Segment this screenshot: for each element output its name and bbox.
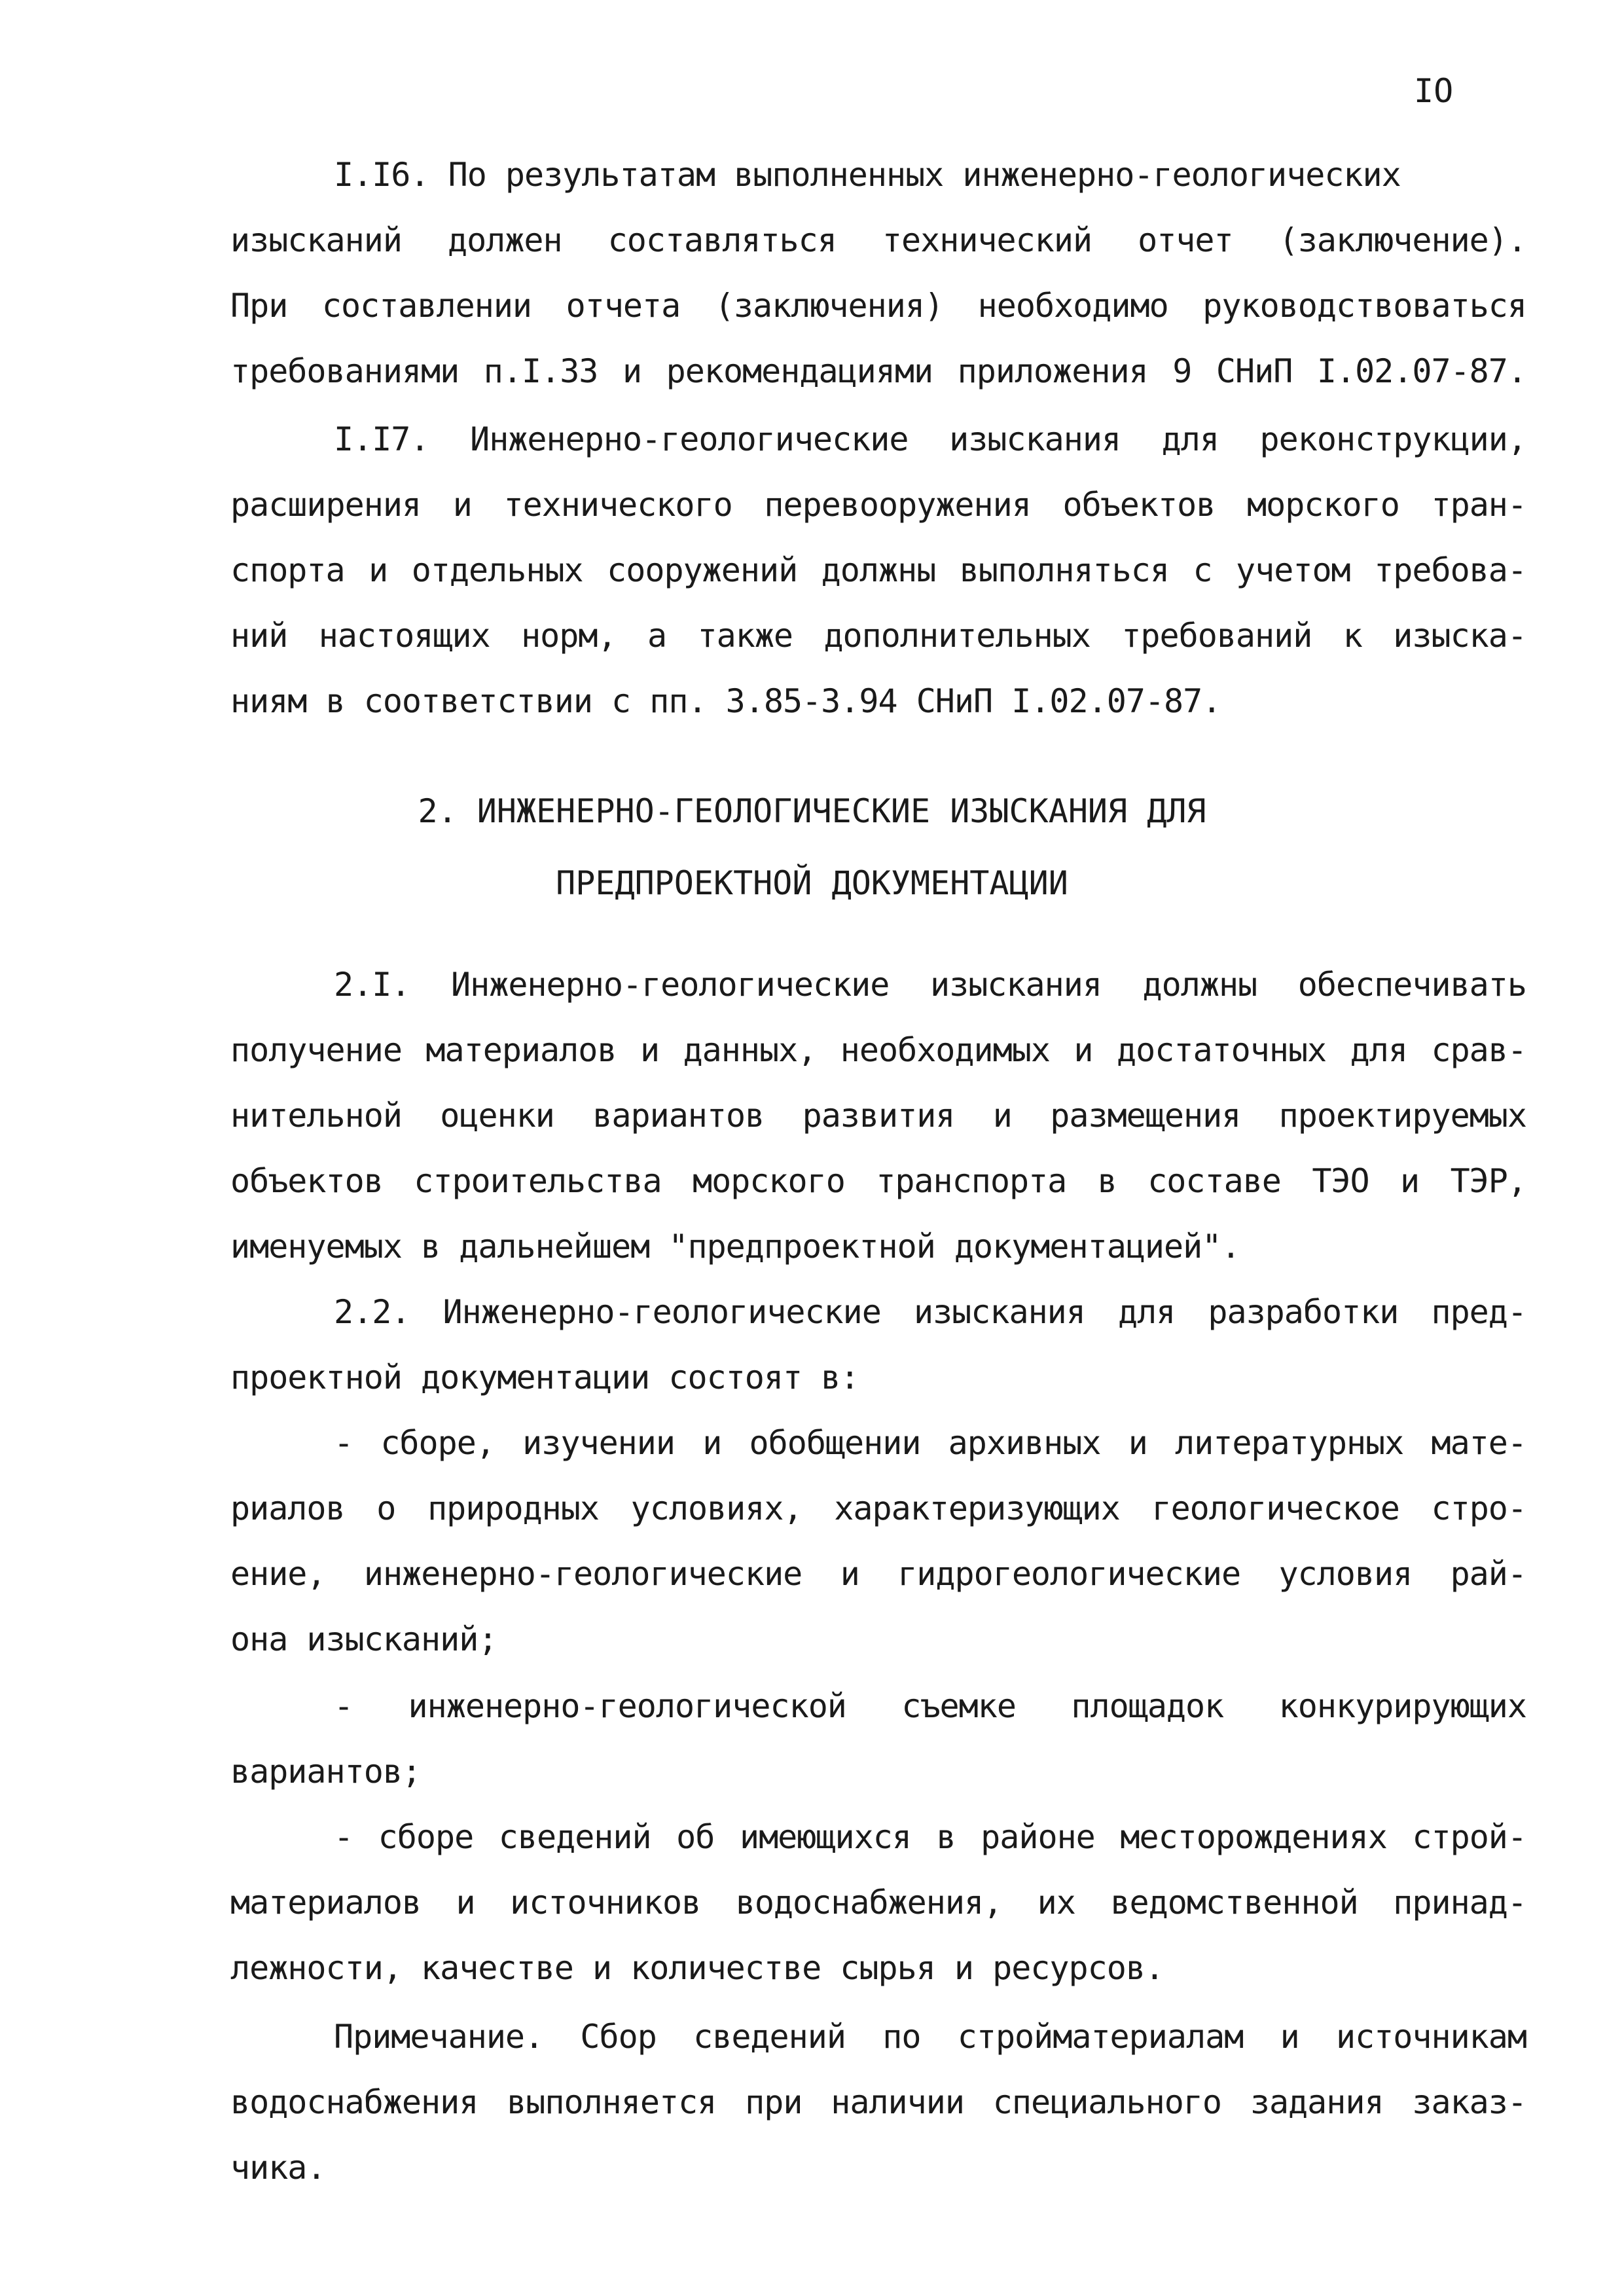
item3-line-1: - сборе сведений об имеющихся в районе месторождениях строй- bbox=[334, 1818, 1526, 1856]
p21-line-3: нительной оценки вариантов развития и размещения проектируемых bbox=[230, 1097, 1526, 1135]
p117-line-4: ний настоящих норм, а также дополнительных требований к изыска- bbox=[230, 617, 1526, 655]
p116-line-1: I.I6. По результатам выполненных инженерно-геологических bbox=[334, 156, 1401, 194]
p116-line-4: требованиями п.I.33 и рекомендациями приложения 9 СНиП I.02.07-87. bbox=[230, 352, 1526, 390]
page-number: IO bbox=[1414, 72, 1454, 110]
p117-line-2: расширения и технического перевооружения объектов морского тран- bbox=[230, 486, 1526, 524]
item1-line-2: риалов о природных условиях, характеризующих геологическое стро- bbox=[230, 1489, 1526, 1527]
item1-line-3: ение, инженерно-геологические и гидрогеологические условия рай- bbox=[230, 1555, 1526, 1593]
item1-line-4: она изысканий; bbox=[230, 1620, 497, 1658]
p117-line-1: I.I7. Инженерно-геологические изыскания для реконструкции, bbox=[334, 420, 1526, 458]
p21-line-2: получение материалов и данных, необходимых и достаточных для срав- bbox=[230, 1031, 1526, 1069]
note-line-2: водоснабжения выполняется при наличии специального задания заказ- bbox=[230, 2083, 1526, 2121]
p21-line-1: 2.I. Инженерно-геологические изыскания должны обеспечивать bbox=[334, 966, 1526, 1004]
item1-line-1: - сборе, изучении и обобщении архивных и литературных мате- bbox=[334, 1424, 1526, 1462]
item3-line-3: лежности, качестве и количестве сырья и ресурсов. bbox=[230, 1949, 1164, 1987]
note-line-1: Примечание. Сбор сведений по стройматериалам и источникам bbox=[334, 2018, 1526, 2056]
section-2-heading-line-2: ПРЕДПРОЕКТНОЙ ДОКУМЕНТАЦИИ bbox=[556, 864, 1068, 902]
item3-line-2: материалов и источников водоснабжения, их ведомственной принад- bbox=[230, 1884, 1526, 1922]
p117-line-3: спорта и отдельных сооружений должны выполняться с учетом требова- bbox=[230, 551, 1526, 589]
p117-line-5: ниям в соответствии с пп. 3.85-3.94 СНиП I.02.07-87. bbox=[230, 682, 1221, 720]
p22-line-1: 2.2. Инженерно-геологические изыскания для разработки пред- bbox=[334, 1293, 1526, 1331]
section-2-heading-line-1: 2. ИНЖЕНЕРНО-ГЕОЛОГИЧЕСКИЕ ИЗЫСКАНИЯ ДЛЯ bbox=[418, 792, 1206, 830]
p21-line-4: объектов строительства морского транспорта в составе ТЭО и ТЭР, bbox=[230, 1162, 1526, 1200]
item2-line-2: вариантов; bbox=[230, 1753, 422, 1791]
note-line-3: чика. bbox=[230, 2149, 326, 2187]
p116-line-3: При составлении отчета (заключения) необходимо руководствоваться bbox=[230, 287, 1526, 325]
p21-line-5: именуемых в дальнейшем "предпроектной документацией". bbox=[230, 1228, 1240, 1266]
item2-line-1: - инженерно-геологической съемке площадок конкурирующих bbox=[334, 1687, 1526, 1725]
p116-line-2: изысканий должен составляться технический отчет (заключение). bbox=[230, 221, 1526, 259]
p22-line-2: проектной документации состоят в: bbox=[230, 1358, 859, 1396]
